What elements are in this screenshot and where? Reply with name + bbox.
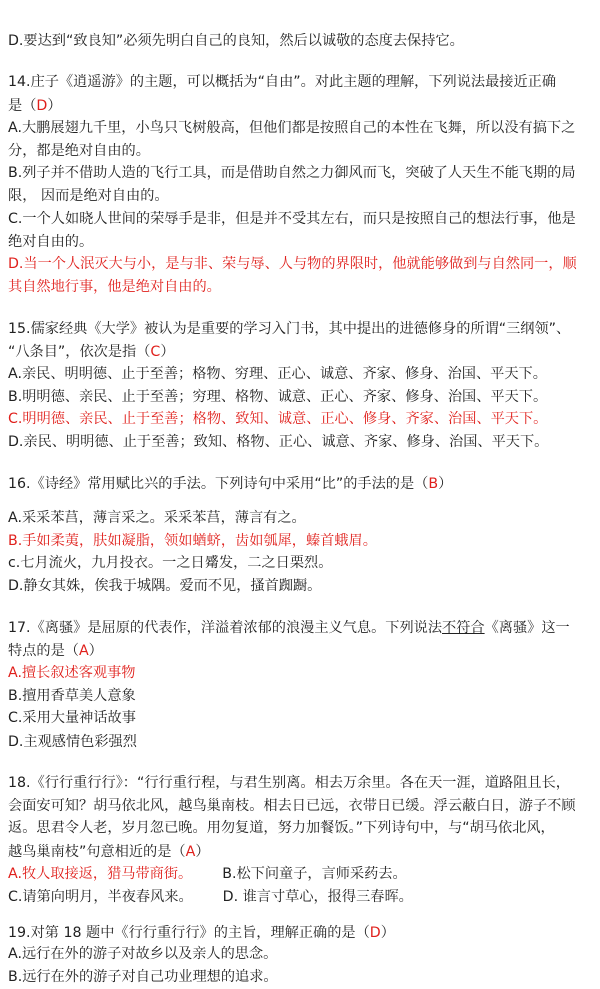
q17-option-b: B.擅用香草美人意象 bbox=[8, 688, 136, 705]
q15-option-a: A.亲民、明明德、止于至善；格物、穷理、正心、诚意、齐家、修身、治国、平天下。 bbox=[8, 365, 547, 382]
q17-option-d: D.主观感情色彩强烈 bbox=[8, 733, 137, 750]
q14-stem-line-2 bbox=[8, 94, 596, 118]
q18-option-d: D. 谁言寸草心，报得三春晖。 bbox=[222, 888, 413, 905]
q16-stem-suffix: ） bbox=[438, 475, 453, 492]
q14-option-b-line-1: B.列子并不借助人造的飞行工具，而是借助自然之力御风而飞，突破了人天生不能飞期的局 bbox=[8, 165, 576, 182]
q15-stem-line-2 bbox=[8, 340, 596, 364]
q18-option-c: C.请第向明月，半夜春风来。 bbox=[8, 888, 193, 905]
q18-stem-line-3: 返。思君令人老，岁月忽已晚。用勿复道，努力加餐饭。”下列诗句中，与“胡马依北风， bbox=[8, 820, 555, 837]
q18-option-a: A.牧人取接返，猎马带商街。 bbox=[8, 865, 193, 882]
q14-option-d-line-2: 其自然地行事，他是绝对自由的。 bbox=[8, 279, 221, 295]
q16-option-c: c.七月流火，九月投衣。一之日觱发，二之日栗烈。 bbox=[8, 555, 333, 571]
q15-option-b: B.明明德、亲民、止于至善；穷理、格物、诚意、正心、齐家、修身、治国、平天下。 bbox=[8, 389, 548, 405]
q14-stem-line-1: 14.庄子《逍遥游》的主题，可以概括为“自由”。对此主题的理解，下列说法最接近正确 bbox=[8, 74, 557, 91]
q15-option-c: C.明明德、亲民、止于至善；格物、致知、诚意、正心、修身、齐家、治国、平天下。 bbox=[8, 411, 548, 428]
q17-option-c: C.采用大量神话故事 bbox=[8, 710, 136, 727]
q18-stem-suffix: ） bbox=[195, 843, 210, 860]
q15-stem-prefix: “八条目”，依次是指（ bbox=[8, 343, 151, 360]
q15-stem-line-1: 15.儒家经典《大学》被认为是重要的学习入门书，其中提出的进德修身的所谓“三纲领”、 bbox=[8, 320, 571, 337]
q14-option-c-line-2: 绝对自由的。 bbox=[8, 233, 94, 250]
q15-option-d: D.亲民、明明德、止于至善；致知、格物、正心、诚意、齐家、修身、治国、平天下。 bbox=[8, 434, 549, 451]
q18-stem-line-2: 会面安可知？胡马依北风，越鸟巢南枝。相去日已远，衣带日已缓。浮云蔽白日，游子不顾 bbox=[8, 798, 576, 815]
q17-answer: A bbox=[78, 642, 89, 659]
q18-stem-line-1: 18.《行行重行行》：“行行重行程，与君生别离。相去万余里。各在天一涯，道路阻且长， bbox=[8, 775, 570, 791]
q16-option-a: A.采采苯莒，薄言采之。采采苯莒，薄言有之。 bbox=[8, 509, 306, 526]
q16-stem bbox=[8, 472, 596, 496]
q19-stem-prefix: 19.对第 18 题中《行行重行行》的主旨，理解正确的是（ bbox=[8, 924, 370, 941]
q18-option-b: B.松下问童子，言师采药去。 bbox=[222, 865, 407, 882]
q17-stem-2-prefix: 特点的是（ bbox=[8, 642, 79, 659]
q18-options-row-2 bbox=[8, 885, 596, 909]
q18-stem-prefix: 越鸟巢南枝”句意相近的是（ bbox=[8, 843, 186, 860]
q14-option-d-line-1: D.当一个人泯灭大与小，是与非、荣与辱、人与物的界限时，他就能够做到与自然同一，顺 bbox=[8, 255, 577, 272]
q13-option-d: D.要达到“致良知”必须先明白自己的良知，然后以诚敬的态度去保持它。 bbox=[8, 32, 464, 49]
q14-answer: D bbox=[36, 97, 48, 114]
q17-stem-suffix: 《离骚》这一 bbox=[484, 619, 570, 636]
q18-stem-line-4 bbox=[8, 840, 596, 864]
q16-option-b: B.手如柔荑，肤如凝脂，领如蝤蛴，齿如瓠犀，螓首蛾眉。 bbox=[8, 532, 377, 549]
q19-option-b: B.远行在外的游子对自己功业理想的追求。 bbox=[8, 969, 278, 985]
q19-option-a: A.远行在外的游子对故乡以及亲人的思念。 bbox=[8, 945, 278, 962]
q17-stem-2-suffix: ） bbox=[88, 642, 103, 659]
q14-stem-prefix: 是（ bbox=[8, 97, 37, 114]
q17-option-a: A.擅长叙述客观事物 bbox=[8, 665, 136, 681]
q17-stem-line-1 bbox=[8, 616, 596, 640]
q18-options-row-1 bbox=[8, 862, 596, 886]
q14-option-a-line-1: A.大鹏展翅九千里，小鸟只飞树般高，但他们都是按照自己的本性在飞舞，所以没有搞下之 bbox=[8, 119, 576, 136]
q16-stem-prefix: 16.《诗经》常用赋比兴的手法。下列诗句中采用“比”的手法的是（ bbox=[8, 475, 429, 492]
q19-stem-suffix: ） bbox=[380, 924, 395, 941]
q16-answer: B bbox=[428, 475, 439, 492]
q18-answer: A bbox=[185, 843, 196, 860]
q15-stem-suffix: ） bbox=[160, 343, 175, 360]
q16-option-d: D.静女其姝，俟我于城隅。爱而不见，搔首踟蹰。 bbox=[8, 578, 322, 595]
q17-stem-prefix: 17.《离骚》是屈原的代表作，洋溢着浓郁的浪漫主义气息。下列说法 bbox=[8, 619, 443, 636]
q15-answer: C bbox=[150, 343, 161, 360]
q14-option-a-line-2: 分，都是绝对自由的。 bbox=[8, 143, 150, 159]
q14-option-b-line-2: 限， 因而是绝对自由的。 bbox=[8, 188, 169, 205]
q17-stem-line-2 bbox=[8, 639, 596, 663]
q14-stem-suffix: ） bbox=[47, 97, 62, 114]
q19-answer: D bbox=[369, 924, 381, 941]
q14-option-c-line-1: C.一个人如晓人世间的荣辱手是非，但是并不受其左右，而只是按照自己的想法行事，他是 bbox=[8, 210, 576, 227]
q17-stem-underlined: 不符合 bbox=[442, 619, 485, 636]
